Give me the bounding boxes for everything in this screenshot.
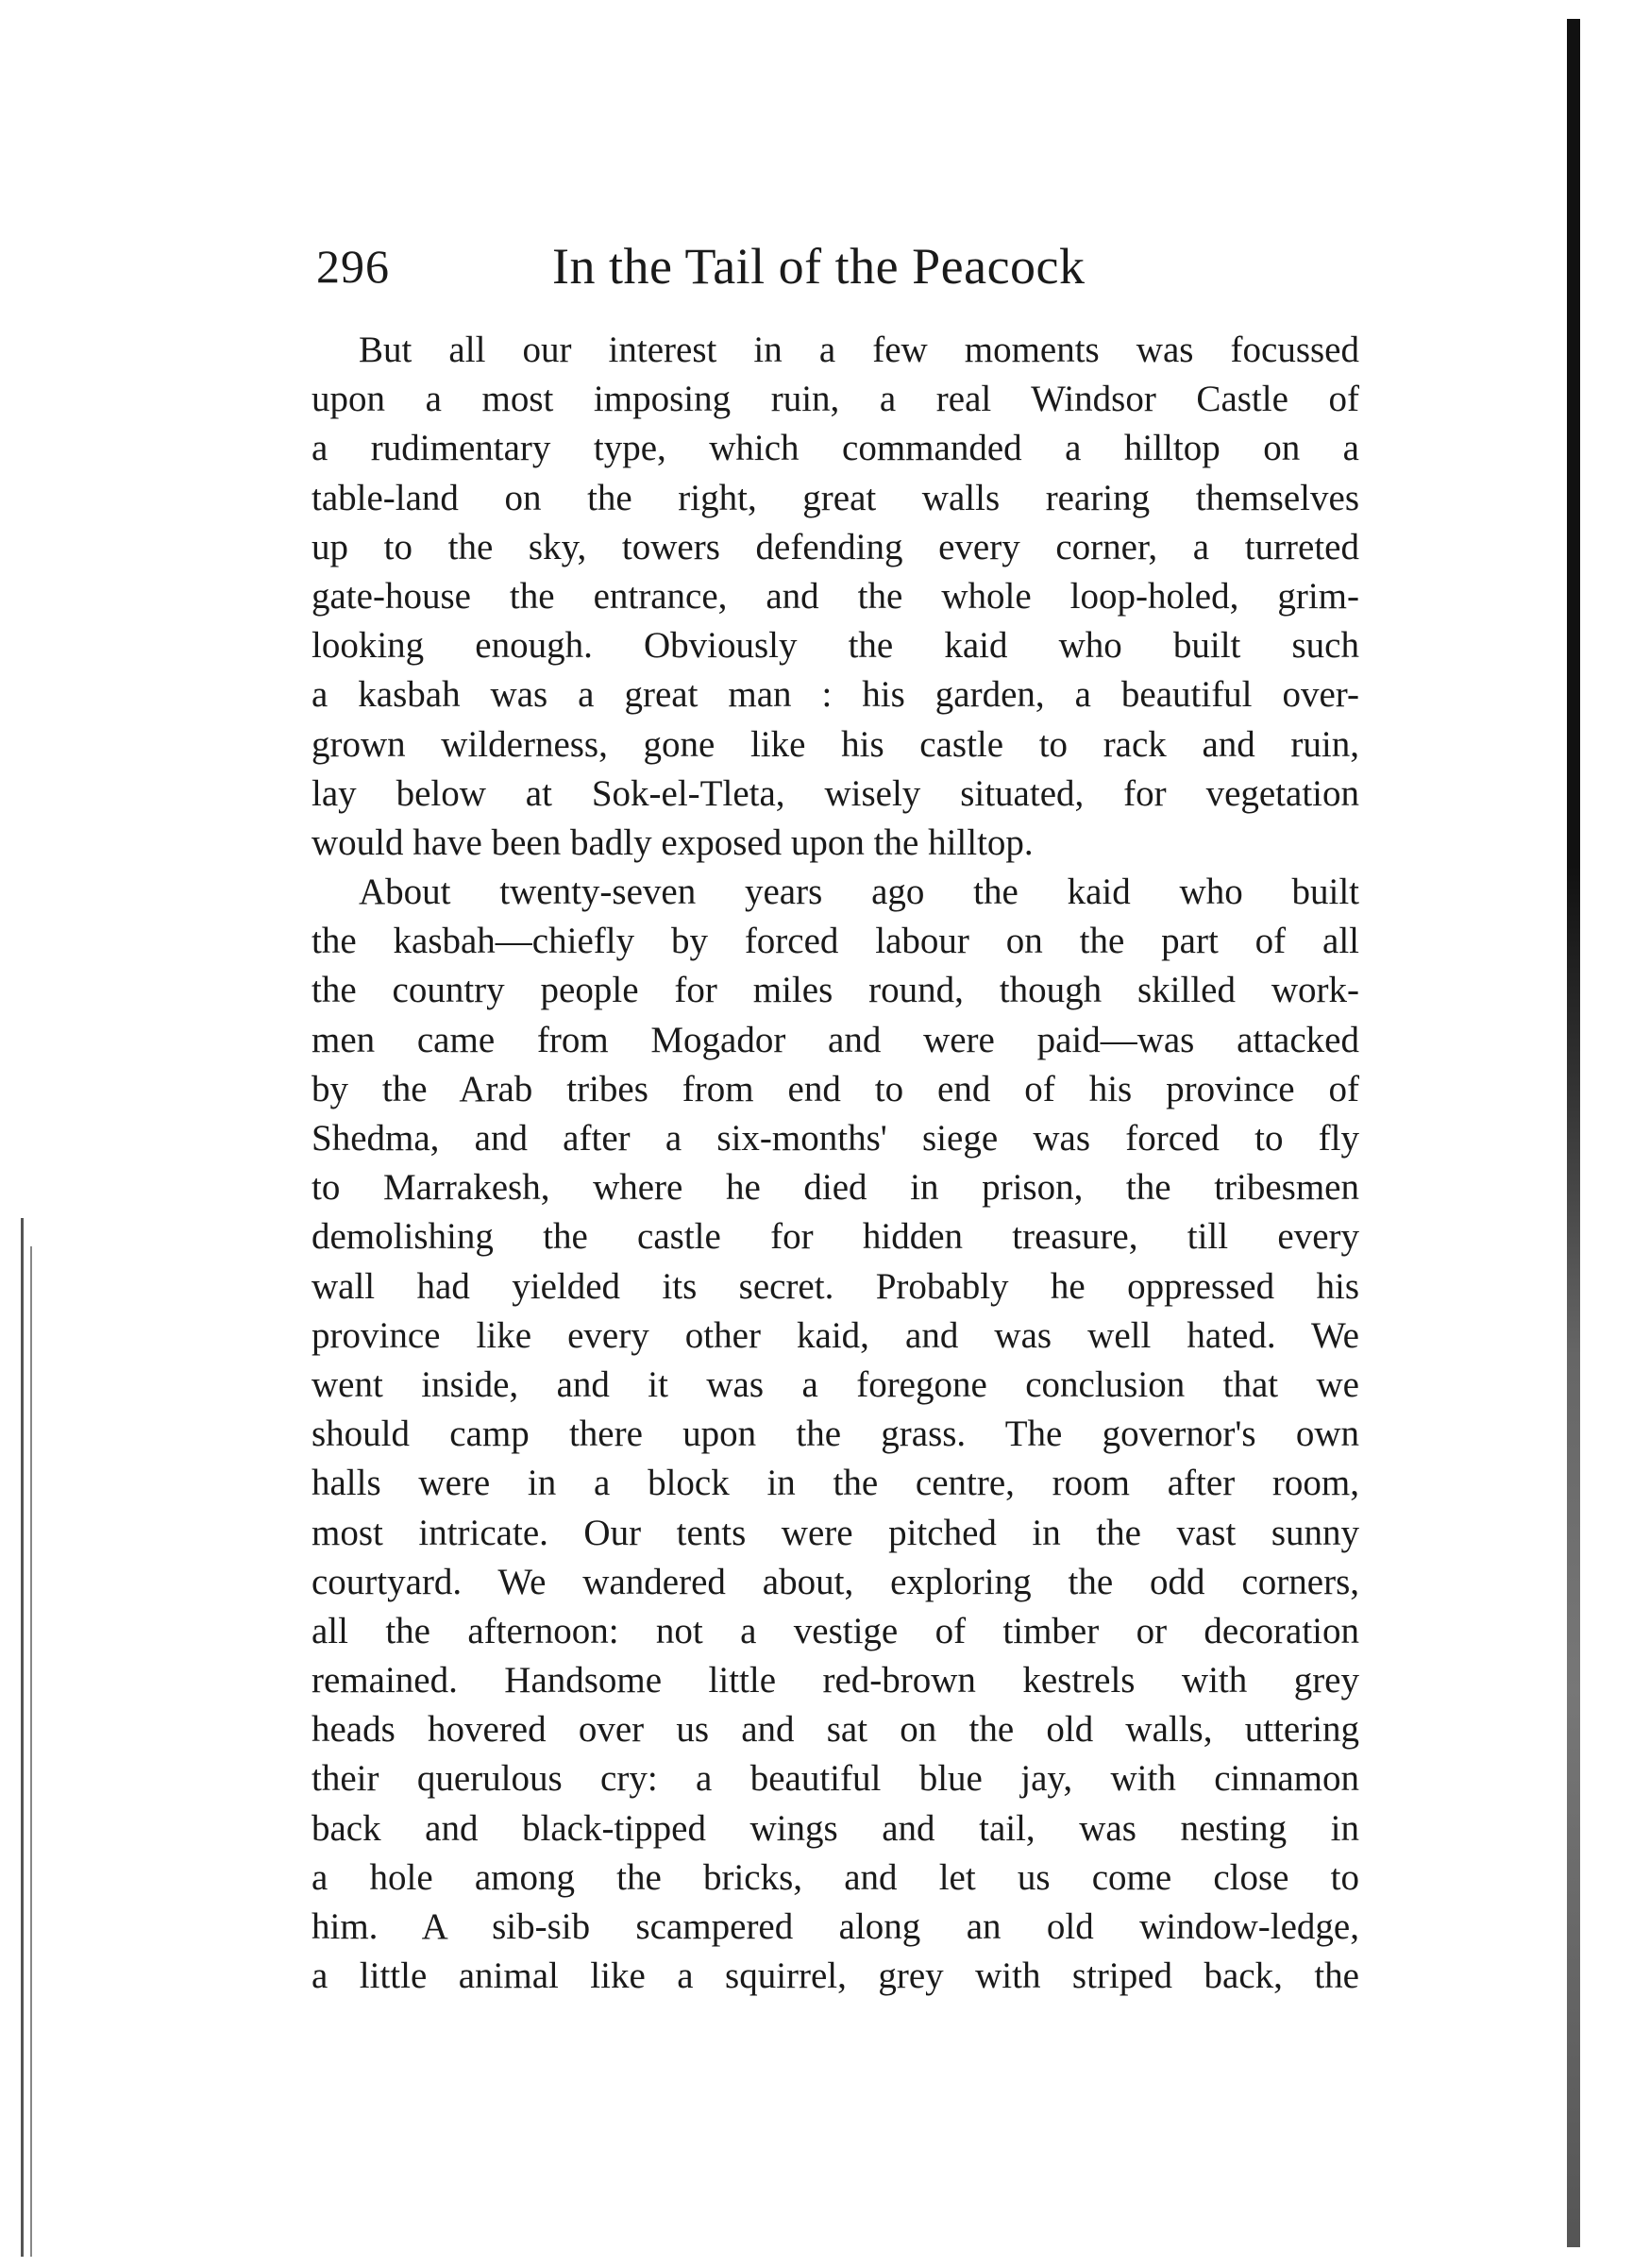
text-line: a hole among the bricks, and let us come close to [311,1856,1359,1898]
text-line: to Marrakesh, where he died in prison, the tribesmen [311,1167,1359,1209]
page-number: 296 [316,240,390,293]
text-line: wall had yielded its secret. Probably he oppressed his [311,1265,1359,1307]
page-header [316,228,1373,304]
page-edge-line-secondary [30,1246,32,2257]
text-line: went inside, and it was a foregone conclusion that we [311,1363,1359,1405]
text-line: halls were in a block in the centre, room after room, [311,1463,1359,1504]
text-line: remained. Handsome little red-brown kestrels with grey [311,1660,1359,1701]
text-line: But all our interest in a few moments was focussed [359,330,1359,370]
text-line: him. A sib-sib scampered along an old window-ledge, [311,1906,1359,1947]
text-line: province like every other kaid, and was well hated. We [311,1314,1359,1356]
text-line: a kasbah was a great man : his garden, a beautiful over- [311,674,1359,716]
text-line: the country people for miles round, though skilled work- [311,970,1359,1011]
text-line: demolishing the castle for hidden treasure, till every [311,1216,1359,1258]
text-line: lay below at Sok-el-Tleta, wisely situated, for vegetation [311,772,1359,814]
text-line: About twenty-seven years ago the kaid who built [359,872,1359,913]
text-line: a rudimentary type, which commanded a hilltop on a [311,428,1359,469]
text-line: by the Arab tribes from end to end of his province of [311,1068,1359,1109]
running-head: In the Tail of the Peacock [552,238,1086,295]
text-line: courtyard. We wandered about, exploring the odd corners, [311,1561,1359,1602]
text-line: Shedma, and after a six-months' siege was forced to fly [311,1118,1359,1159]
text-line: men came from Mogador and were paid—was attacked [311,1019,1359,1060]
text-line: up to the sky, towers defending every corner, a turreted [311,526,1359,567]
text-line: all the afternoon: not a vestige of timber or decoration [311,1610,1359,1651]
text-line: their querulous cry: a beautiful blue jay, with cinnamon [311,1758,1359,1800]
text-line: most intricate. Our tents were pitched in the vast sunny [311,1512,1359,1553]
page-gutter-shadow [1557,19,1595,2247]
text-line: back and black-tipped wings and tail, was nesting in [311,1807,1359,1849]
text-line: looking enough. Obviously the kaid who built such [311,625,1359,667]
body-text [311,326,1359,2001]
text-line: a little animal like a squirrel, grey with striped back, the [311,1955,1359,1997]
text-line: table-land on the right, great walls rearing themselves [311,477,1359,518]
binding-edge [1567,19,1580,2247]
text-line: heads hovered over us and sat on the old walls, uttering [311,1709,1359,1751]
text-line: gate-house the entrance, and the whole loop-holed, grim- [311,575,1359,617]
text-line: the kasbah—chiefly by forced labour on the part of all [311,921,1359,962]
text-line: upon a most imposing ruin, a real Windsor Castle of [311,379,1359,420]
text-line: should camp there upon the grass. The governor's own [311,1413,1359,1455]
text-line: grown wilderness, gone like his castle to rack and ruin, [311,723,1359,765]
text-line: would have been badly exposed upon the hilltop. [311,821,1034,863]
page-edge-line [21,1218,24,2257]
